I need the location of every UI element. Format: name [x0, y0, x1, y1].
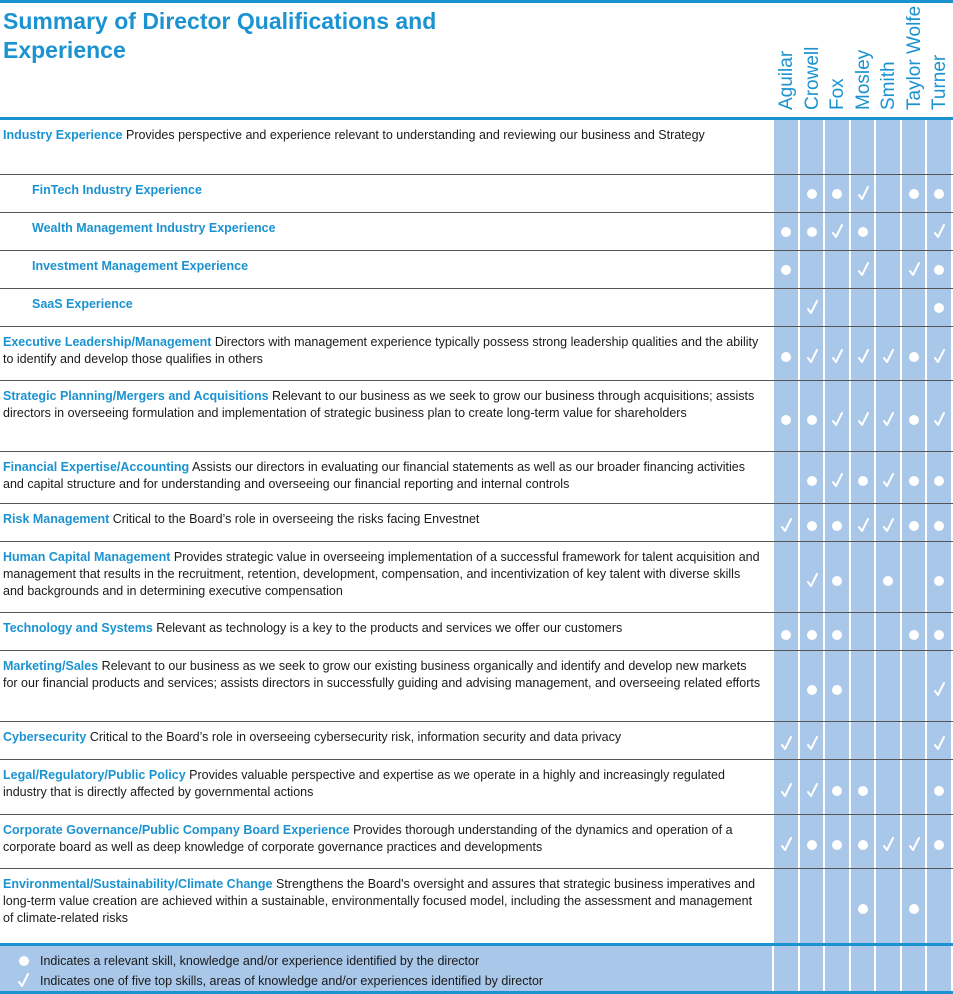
qualification-row: [0, 722, 953, 760]
white-dot-icon: [774, 347, 798, 367]
white-check-icon: [876, 410, 900, 430]
legend-dot-text: Indicates a relevant skill, knowledge and/or experience identified by the director: [40, 954, 480, 968]
white-check-icon: [876, 835, 900, 855]
row-separator: [0, 541, 953, 542]
white-dot-icon: [800, 222, 824, 242]
white-check-icon: [927, 680, 951, 700]
qualification-row: [0, 175, 953, 213]
white-dot-icon: [902, 471, 926, 491]
qualification-description: [3, 876, 763, 927]
white-check-icon: [902, 835, 926, 855]
white-check-icon: [774, 835, 798, 855]
director-name: Crowell: [802, 46, 823, 110]
white-dot-icon: [825, 835, 849, 855]
white-dot-icon: [774, 260, 798, 280]
qualification-row: [0, 213, 953, 251]
row-separator: [0, 503, 953, 504]
white-dot-icon: [927, 625, 951, 645]
qualification-description: [32, 182, 792, 199]
qualification-detail: Provides thorough understanding of the dynamics and operation of a corporate board as well as deep knowledge of corporate governance practices and developments: [3, 823, 733, 854]
white-check-icon: [825, 222, 849, 242]
qualification-row: [0, 613, 953, 651]
white-dot-icon: [800, 410, 824, 430]
qualification-detail: Critical to the Board’s role in overseeing the risks facing Envestnet: [112, 512, 480, 526]
qualification-detail: Relevant to our business as we seek to grow our business through acquisitions; assists directors in overseeing formulation and implementation of strategic business plan to create long-term value for shareholders: [3, 389, 755, 420]
qualification-description: [32, 296, 792, 313]
white-check-icon: [876, 347, 900, 367]
white-check-icon: [825, 471, 849, 491]
qualification-description: [3, 388, 763, 422]
white-dot-icon: [927, 781, 951, 801]
white-dot-icon: [927, 835, 951, 855]
qualification-label: Industry Experience: [3, 128, 123, 142]
qualification-row: [0, 381, 953, 452]
qualification-detail: Provides valuable perspective and expertise as we operate in a highly and increasingly regulated industry that is directly affected by governmental actions: [3, 768, 725, 799]
white-check-icon: [851, 347, 875, 367]
qualification-label: Corporate Governance/Public Company Board Experience: [3, 823, 350, 837]
white-check-icon: [800, 781, 824, 801]
white-check-icon: [800, 298, 824, 318]
director-name: Aguilar: [776, 50, 797, 110]
qualification-description: [3, 658, 763, 692]
qualification-row: [0, 504, 953, 542]
director-name: Mosley: [853, 49, 874, 110]
white-check-icon: [825, 410, 849, 430]
qualification-row: [0, 760, 953, 815]
row-separator: [0, 288, 953, 289]
white-dot-icon: [851, 471, 875, 491]
qualification-detail: Provides perspective and experience relevant to understanding and reviewing our business and Strategy: [125, 128, 705, 142]
white-check-icon: [774, 781, 798, 801]
qualification-label: Risk Management: [3, 512, 110, 526]
white-dot-icon: [876, 571, 900, 591]
row-separator: [0, 174, 953, 175]
qualification-row: [0, 327, 953, 381]
white-check-icon: [851, 410, 875, 430]
white-dot-icon: [800, 184, 824, 204]
qualification-row: [0, 120, 953, 175]
qualification-description: [3, 767, 763, 801]
legend-item-dot: [0, 951, 953, 971]
white-dot-icon: [14, 951, 34, 971]
white-dot-icon: [851, 222, 875, 242]
white-check-icon: [902, 260, 926, 280]
row-separator: [0, 868, 953, 869]
qualification-label: Legal/Regulatory/Public Policy: [3, 768, 186, 782]
white-dot-icon: [902, 625, 926, 645]
white-check-icon: [876, 516, 900, 536]
qualification-detail: Relevant as technology is a key to the products and services we offer our customers: [156, 621, 623, 635]
white-check-icon: [851, 516, 875, 536]
director-name: Taylor Wolfe: [904, 5, 925, 110]
qualification-description: [3, 511, 763, 528]
white-check-icon: [927, 222, 951, 242]
qualification-description: [3, 729, 763, 746]
white-dot-icon: [851, 835, 875, 855]
legend-item-check: [0, 971, 953, 991]
qualification-label: Wealth Management Industry Experience: [32, 221, 276, 235]
qualification-row: [0, 251, 953, 289]
qualification-row: [0, 651, 953, 722]
white-dot-icon: [774, 625, 798, 645]
qualification-description: [3, 822, 763, 856]
white-check-icon: [927, 347, 951, 367]
white-dot-icon: [927, 516, 951, 536]
white-dot-icon: [927, 184, 951, 204]
qualification-label: Investment Management Experience: [32, 259, 249, 273]
qualification-detail: Provides strategic value in overseeing implementation of a successful framework for talent acquisition and management that results in the recruitment, retention, development, compensation, and incentivization of key talent with diverse skills and backgrounds and in determining executive compensation: [3, 550, 760, 598]
qualification-row: [0, 869, 953, 943]
white-dot-icon: [927, 298, 951, 318]
row-separator: [0, 212, 953, 213]
white-dot-icon: [927, 571, 951, 591]
white-check-icon: [927, 734, 951, 754]
white-dot-icon: [825, 516, 849, 536]
white-dot-icon: [774, 410, 798, 430]
white-check-icon: [800, 347, 824, 367]
qualification-label: Cybersecurity: [3, 730, 87, 744]
qualification-label: Environmental/Sustainability/Climate Change: [3, 877, 273, 891]
qualification-detail: Assists our directors in evaluating our financial statements as well as our broader financing activities and capital structure and for understanding and overseeing our financial reporting and internal controls: [3, 460, 745, 491]
white-check-icon: [927, 410, 951, 430]
qualification-description: [3, 127, 763, 144]
qualification-description: [32, 258, 792, 275]
white-check-icon: [800, 734, 824, 754]
row-separator: [0, 451, 953, 452]
qualification-detail: Relevant to our business as we seek to grow our existing business organically and identify and develop new markets for our financial products and services; assists directors in successfully guiding and advising management, and overseeing related efforts: [3, 659, 761, 690]
white-dot-icon: [800, 625, 824, 645]
qualification-label: Human Capital Management: [3, 550, 171, 564]
qualification-row: [0, 452, 953, 504]
qualification-description: [3, 549, 763, 600]
white-dot-icon: [825, 571, 849, 591]
director-name: Fox: [827, 78, 848, 110]
white-dot-icon: [927, 471, 951, 491]
row-separator: [0, 650, 953, 651]
white-dot-icon: [800, 680, 824, 700]
row-separator: [0, 612, 953, 613]
white-check-icon: [774, 516, 798, 536]
qualification-label: Financial Expertise/Accounting: [3, 460, 190, 474]
white-dot-icon: [800, 471, 824, 491]
white-check-icon: [825, 347, 849, 367]
white-dot-icon: [825, 781, 849, 801]
director-name: Turner: [929, 54, 950, 110]
row-separator: [0, 814, 953, 815]
white-dot-icon: [927, 260, 951, 280]
white-check-icon: [14, 971, 34, 991]
qualification-label: Strategic Planning/Mergers and Acquisitions: [3, 389, 269, 403]
white-dot-icon: [774, 222, 798, 242]
qualification-description: [32, 220, 792, 237]
qualification-detail: Critical to the Board’s role in overseeing cybersecurity risk, information security and data privacy: [89, 730, 622, 744]
qualification-label: Technology and Systems: [3, 621, 153, 635]
white-check-icon: [851, 184, 875, 204]
row-separator: [0, 721, 953, 722]
qualification-description: [3, 620, 763, 637]
qualification-label: Marketing/Sales: [3, 659, 99, 673]
row-separator: [0, 250, 953, 251]
white-dot-icon: [902, 410, 926, 430]
white-dot-icon: [902, 899, 926, 919]
white-dot-icon: [825, 184, 849, 204]
qualification-description: [3, 334, 763, 368]
white-dot-icon: [902, 347, 926, 367]
qualification-description: [3, 459, 763, 493]
qualification-label: FinTech Industry Experience: [32, 183, 202, 197]
row-separator: [0, 759, 953, 760]
legend-check-text: Indicates one of five top skills, areas of knowledge and/or experiences identified by director: [40, 974, 544, 988]
white-dot-icon: [902, 184, 926, 204]
white-dot-icon: [851, 781, 875, 801]
qualification-row: [0, 289, 953, 327]
white-check-icon: [800, 571, 824, 591]
white-dot-icon: [800, 835, 824, 855]
white-dot-icon: [825, 680, 849, 700]
white-check-icon: [774, 734, 798, 754]
qualification-label: Executive Leadership/Management: [3, 335, 212, 349]
white-dot-icon: [800, 516, 824, 536]
qualification-row: [0, 815, 953, 869]
white-dot-icon: [851, 899, 875, 919]
row-separator: [0, 326, 953, 327]
qualification-detail: Directors with management experience typically possess strong leadership qualities and the ability to identify and develop those qualifies in others: [3, 335, 759, 366]
page-title: Summary of Director Qualifications and Experience: [3, 8, 437, 63]
white-dot-icon: [825, 625, 849, 645]
qualification-detail: Strengthens the Board's oversight and assures that strategic business imperatives and long-term value creation are achieved within a sustainable, environmentally focused model, including the assessment and management of climate-related risks: [3, 877, 756, 925]
white-dot-icon: [902, 516, 926, 536]
qualification-row: [0, 542, 953, 613]
row-separator: [0, 380, 953, 381]
qualification-label: SaaS Experience: [32, 297, 133, 311]
white-check-icon: [876, 471, 900, 491]
director-name: Smith: [878, 61, 899, 110]
white-check-icon: [851, 260, 875, 280]
